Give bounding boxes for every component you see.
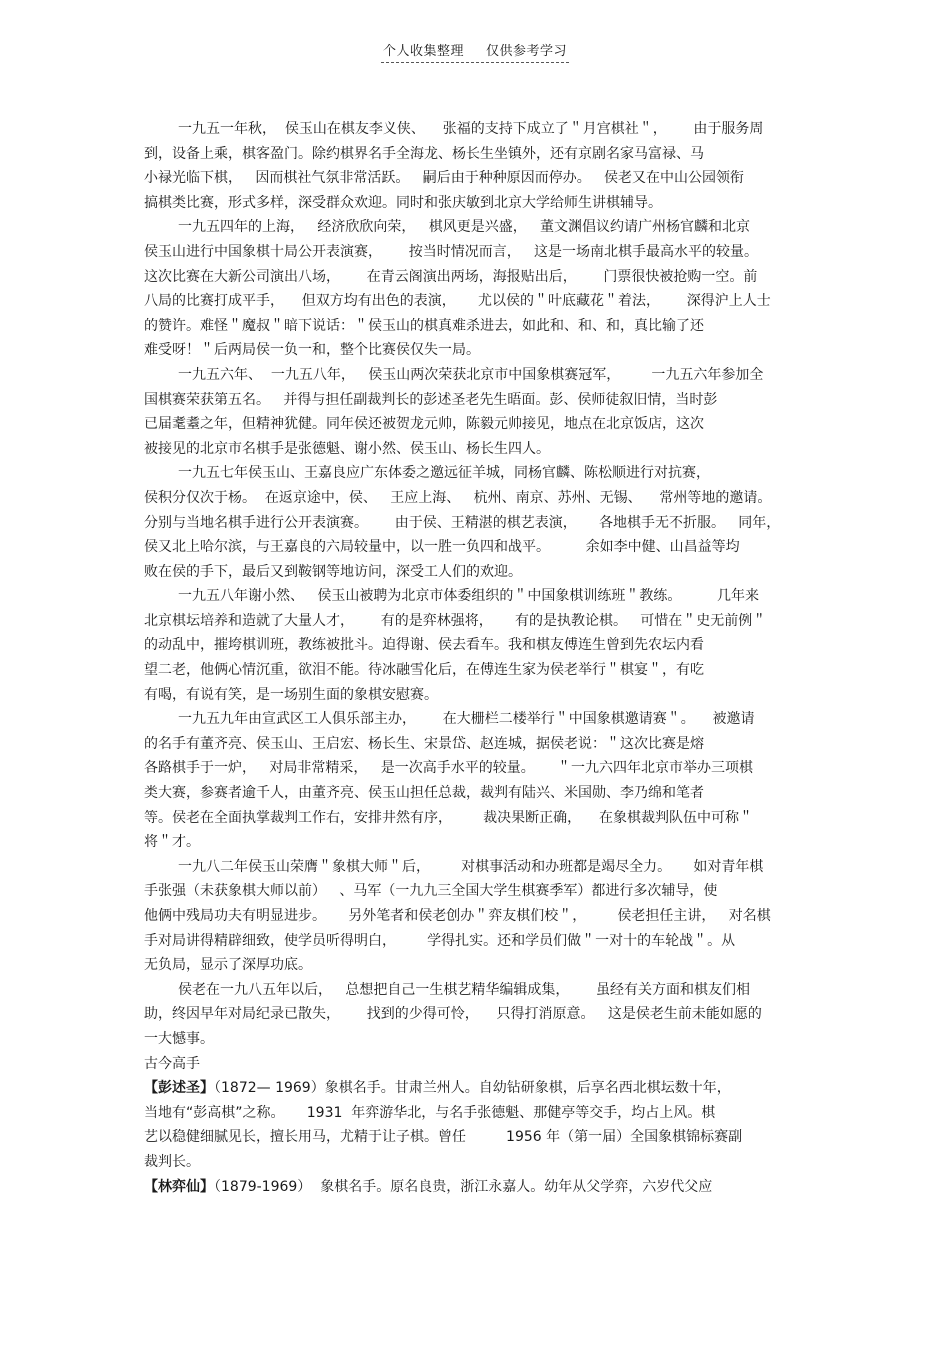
text-line: 望二老，他俩心情沉重，欲泪不能。待冰融雪化后，在傅连生家为侯老举行＂棋宴＂，有吃 [144,662,704,679]
text-line: 侯积分仅次于杨。 在返京途中，侯、 王应上海、 杭州、南京、苏州、无锡、 常州等地的邀请。 [144,489,772,506]
entry-name: 【林弈仙】 [144,1178,214,1195]
paragraph [144,707,806,855]
text-line: 等。侯老在全面执掌裁判工作右，安排井然有序， 裁决果断正确， 在象棋裁判队伍中可称＂ [144,809,753,826]
paragraph [144,855,806,978]
text-line: 小禄光临下棋， 因而棋社气氛非常活跃。 嗣后由于种种原因而停办。 侯老又在中山公园领衔 [144,170,745,187]
document-body [144,117,806,1199]
text-line [144,1175,806,1200]
text-line: 他俩中残局功夫有明显进步。 另外笔者和侯老创办＂弈友棋们校＂， 侯老担任主讲， 对名棋 [144,908,771,924]
text-line: 的赞许。难怪＂魔叔＂暗下说话：＂侯玉山的棋真难杀进去，如此和、和、和，真比输了还 [144,317,704,334]
text-line: 侯又北上哈尔滨，与王嘉良的六局较量中，以一胜一负四和战平。 余如李中健、山昌益等均 [144,539,740,556]
text-line: 当地有“彭高棋”之称。 1931 年弈游华北，与名手张德魁、那健亭等交手，均占上风。棋 [144,1104,716,1121]
text-line: 裁判长。 [144,1153,200,1170]
text-line: 一九五一年秋， 侯玉山在棋友李义侠、 张福的支持下成立了＂月宫棋社＂， 由于服务周 [178,121,764,137]
header-text [381,40,569,63]
text-line: 搞棋类比赛，形式多样，深受群众欢迎。同时和张庆敏到北京大学给师生讲棋辅导。 [144,194,662,211]
header-left-text: 个人收集整理 [382,44,464,59]
text-line: 被接见的北京市名棋手是张德魁、谢小然、侯玉山、杨长生四人。 [144,440,550,457]
text-line: 一九五九年由宣武区工人俱乐部主办， 在大栅栏二楼举行＂中国象棋邀请赛＂。 被邀请 [178,711,755,728]
text-line [144,1076,806,1101]
text-line: 到，设备上乘，棋客盈门。除约棋界名手全海龙、杨长生坐镇外，还有京剧名家马富禄、马 [144,145,704,162]
entry-name: 【彭述圣】 [144,1080,214,1097]
entry-text: （1879-1969） 象棋名手。原名良贵，浙江永嘉人。幼年从父学弈，六岁代父应 [214,1178,713,1195]
page-header [0,40,950,63]
text-line: 国棋赛荣获第五名。 并得与担任副裁判长的彭述圣老先生晤面。彭、侯师徒叙旧情，当时彭 [144,391,718,408]
text-line: 败在侯的手下，最后又到鞍钢等地访问，深受工人们的欢迎。 [144,563,522,580]
paragraph [144,117,806,215]
text-line: 已届耄耋之年，但精神犹健。同年侯还被贺龙元帅，陈毅元帅接见，地点在北京饭店，这次 [144,416,704,433]
text-line: 各路棋手于一炉， 对局非常精采， 是一次高手水平的较量。 ＂一九六四年北京市举办三项棋 [144,760,753,777]
text-line: 北京棋坛培养和造就了大量人才， 有的是弈林强将， 有的是执教论棋。 可惜在＂史无前例＂ [144,612,767,629]
text-line: 有喝，有说有笑，是一场别生面的象棋安慰赛。 [144,686,438,703]
text-line: 一九八二年侯玉山荣膺＂象棋大师＂后， 对棋事活动和办班都是竭尽全力。 如对青年棋 [178,858,764,875]
text-line: 无负局，显示了深厚功底。 [144,957,312,974]
text-line: 一九五八年谢小然、 侯玉山被聘为北京市体委组织的＂中国象棋训练班＂教练。 几年来 [178,588,759,605]
text-line: 侯玉山进行中国象棋十局公开表演赛， 按当时情况而言， 这是一场南北棋手最高水平的较量。 [144,243,759,260]
text-line: 侯老在一九八五年以后， 总想把自己一生棋艺精华编辑成集， 虽经有关方面和棋友们相 [178,981,751,998]
text-line: 类大赛，参赛者逾千人，由董齐亮、侯玉山担任总裁，裁判有陆兴、米国勋、李乃绵和笔者 [144,785,704,802]
text-line: 八局的比赛打成平手， 但双方均有出色的表演， 尤以侯的＂叶底藏花＂着法， 深得沪上人士 [144,293,771,310]
paragraph [144,215,806,363]
text-line: 一九五七年侯玉山、王嘉良应广东体委之邀远征羊城，同杨官麟、陈松顺进行对抗赛， [178,465,710,482]
paragraph [144,363,806,461]
entry-text: （1872— 1969）象棋名手。甘肃兰州人。自幼钻研象棋，后享名西北棋坛数十年， [214,1080,731,1097]
entry [144,1175,806,1200]
header-right-text: 仅供参考学习 [486,44,568,59]
text-line: 将＂才。 [144,834,200,851]
paragraph [144,461,806,584]
entry [144,1076,806,1174]
text-line: 手对局讲得精辟细致，使学员听得明白， 学得扎实。还和学员们做＂一对十的车轮战＂。从 [144,932,736,949]
text-line: 手张强（未获象棋大师以前） 、马军（一九九三全国大学生棋赛季军）都进行多次辅导，使 [144,883,718,900]
text-line: 分别与当地名棋手进行公开表演赛。 由于侯、王精湛的棋艺表演， 各地棋手无不折服。 同年， [144,514,781,531]
text-line: 的动乱中，摧垮棋训班，教练被批斗。迫得谢、侯去看车。我和棋友傅连生曾到先农坛内看 [144,637,704,654]
text-line: 一九五四年的上海， 经济欣欣向荣， 棋风更是兴盛， 董文渊倡议约请广州杨官麟和北京 [178,219,751,236]
paragraph [144,978,806,1052]
text-line: 一大憾事。 [144,1030,214,1047]
text-line: 的名手有董齐亮、侯玉山、王启宏、杨长生、宋景岱、赵连城，据侯老说：＂这次比赛是熔 [144,735,704,752]
text-line: 一九五六年、 一九五八年， 侯玉山两次荣获北京市中国象棋赛冠军， 一九五六年参加全 [178,366,764,383]
text-line: 难受呀！＂后两局侯一负一和，整个比赛侯仅失一局。 [144,342,480,359]
section-title: 古今高手 [144,1055,200,1072]
paragraph [144,584,806,707]
text-line: 这次比赛在大新公司演出八场， 在青云阁演出两场，海报贴出后， 门票很快被抢购一空。前 [144,268,758,285]
text-line: 助，终因早年对局纪录已散失， 找到的少得可怜， 只得打消原意。 这是侯老生前未能如愿的 [144,1006,762,1023]
text-line: 艺以稳健细腻见长，擅长用马，尤精于让子棋。曾任 1956 年（第一届）全国象棋锦标赛副 [144,1129,743,1146]
